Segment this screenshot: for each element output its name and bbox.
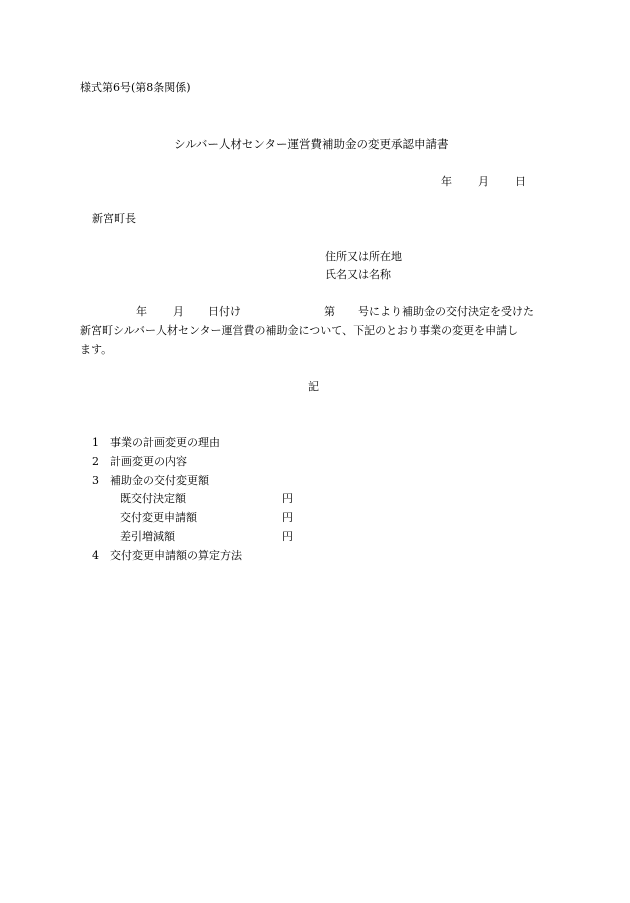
form-number: 様式第6号(第8条関係): [80, 81, 191, 94]
body-line-1-rest: 号により補助金の交付決定を受けた: [358, 305, 534, 318]
addressee: 新宮町長: [92, 212, 136, 225]
list-item: [92, 549, 242, 563]
yen-unit: 円: [282, 530, 293, 543]
date-month: 月: [478, 175, 489, 188]
item-number: 1: [92, 436, 99, 449]
body-line-3: ます。: [80, 343, 113, 356]
name-label: 氏名又は名称: [325, 268, 391, 281]
date-line: [441, 175, 526, 189]
ki-heading: 記: [308, 380, 319, 393]
sub-item-label: 差引増減額: [120, 530, 175, 543]
list-item: [92, 474, 209, 488]
item-number: 3: [92, 474, 99, 487]
sub-item: [120, 511, 320, 525]
item-number: 4: [92, 549, 99, 562]
sub-item-label: 交付変更申請額: [120, 511, 197, 524]
yen-unit: 円: [282, 492, 293, 505]
list-item: [92, 436, 220, 450]
address-label: 住所又は所在地: [325, 250, 402, 263]
item-text: 補助金の交付変更額: [110, 474, 209, 487]
list-item: [92, 455, 187, 469]
sub-item-label: 既交付決定額: [120, 492, 186, 505]
body-year: 年: [136, 305, 147, 318]
item-text: 交付変更申請額の算定方法: [110, 549, 242, 562]
body-number-prefix: 第: [324, 305, 335, 318]
body-date-suffix: 日付け: [208, 305, 241, 318]
date-year: 年: [441, 175, 452, 188]
document-title: シルバー人材センター運営費補助金の変更承認申請書: [174, 137, 449, 151]
body-month: 月: [173, 305, 184, 318]
item-number: 2: [92, 455, 99, 468]
body-line-2: 新宮町シルバー人材センター運営費の補助金について、下記のとおり事業の変更を申請し: [80, 324, 519, 337]
sub-item: [120, 530, 320, 544]
item-text: 計画変更の内容: [110, 455, 187, 468]
item-text: 事業の計画変更の理由: [110, 436, 220, 449]
date-day: 日: [515, 175, 526, 188]
yen-unit: 円: [282, 511, 293, 524]
sub-item: [120, 492, 320, 506]
